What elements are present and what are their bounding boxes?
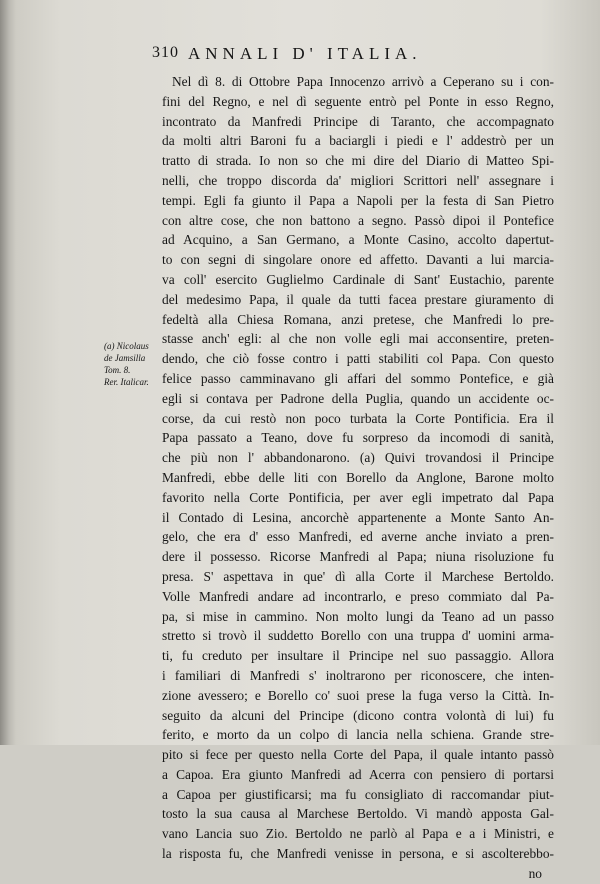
text-line: dere il possesso. Ricorse Manfredi al Papa; niuna risoluzione fu <box>162 549 554 565</box>
text-line: presa. S' aspettava in que' dì alla Corte il Marchese Bertoldo. <box>162 568 554 584</box>
marginal-citation-line: (a) Nicolaus <box>104 341 149 351</box>
text-line: tratto di strada. Io non so che mi dire del Diario di Matteo Spi- <box>162 153 554 169</box>
text-line: nelli, che troppo discorda da' migliori Scrittori nell' assegnare i <box>162 172 554 188</box>
text-line: fedeltà alla Chiesa Romana, anzi pretese, che Manfredi lo pre- <box>162 311 554 327</box>
body-text <box>162 72 554 884</box>
text-line: con altre cose, che non battono a segno. Passò dipoi il Pontefice <box>162 212 554 228</box>
text-line: incontrato da Manfredi Principe di Taranto, che accompagnato <box>162 113 554 129</box>
text-line: egli si contava per Padrone della Puglia, quando un accidente oc- <box>162 390 554 406</box>
text-line: la risposta fu, che Manfredi venisse in persona, e si ascolterebbo- <box>162 846 554 862</box>
running-title: ANNALI D' ITALIA. <box>188 44 422 63</box>
text-line: felice passo camminavano gli affari del sommo Pontefice, e già <box>162 370 554 386</box>
text-line: vano Lancia suo Zio. Bertoldo ne parlò al Papa e a i Ministri, e <box>162 826 554 842</box>
text-line: del medesimo Papa, il quale da tutti facea prestare giuramento di <box>162 291 554 307</box>
text-line: Nel dì 8. di Ottobre Papa Innocenzo arrivò a Ceperano su i con- <box>172 74 554 89</box>
text-line: il Contado di Lesina, ancorchè appartenente a Monte Santo An- <box>162 509 554 525</box>
text-line: favorito nella Corte Pontificia, per aver egli impetrato dal Papa <box>162 489 554 505</box>
text-line: ferito, e morto da un colpo di lancia nella schiena. Grande stre- <box>162 727 554 743</box>
marginal-citation <box>104 340 162 388</box>
text-line: pa, si mise in cammino. Non molto lungi da Teano ad un passo <box>162 608 554 624</box>
text-line: zione avessero; e Borello co' suoi prese la fuga verso la Città. In- <box>162 687 554 703</box>
page-number: 310 <box>152 44 179 61</box>
page-header <box>152 44 472 66</box>
text-line: tosto la sua causa al Marchese Bertoldo. Vi mandò apposta Gal- <box>162 806 554 822</box>
text-line: tempi. Egli fa giunto il Papa a Napoli per la festa di San Pietro <box>162 192 554 208</box>
text-line: che più non l' abbandonarono. (a) Quivi trovandosi il Principe <box>162 450 554 466</box>
text-line: seguito da alcuni del Principe (dicono contra volontà di lui) fu <box>162 707 554 723</box>
text-line: a Capoa. Era giunto Manfredi ad Acerra con pensiero di portarsi <box>162 766 554 782</box>
marginal-citation-line: Rer. Italicar. <box>104 377 149 387</box>
text-line: va coll' esercito Guglielmo Cardinale di Sant' Eustachio, parente <box>162 271 554 287</box>
text-line: Papa passato a Teano, dove fu sorpreso da incomodi di sanità, <box>162 430 554 446</box>
catchword: no <box>528 865 542 881</box>
text-line: a Capoa per giustificarsi; ma fu consigliato di raccomandar piut- <box>162 786 554 802</box>
text-line: ad Acquino, a San Germano, a Monte Casino, accolto dapertut- <box>162 232 554 248</box>
text-line: ti, fu creduto per insultare il Principe nel suo passaggio. Allora <box>162 648 554 664</box>
text-line: stasse anch' egli: al che non volle egli mai acconsentire, preten- <box>162 331 554 347</box>
page-gutter-shadow <box>0 0 16 745</box>
text-line: fini del Regno, e nel dì seguente entrò pel Ponte in esso Regno, <box>162 93 554 109</box>
text-line: corse, da cui restò non poco turbata la Corte Pontificia. Era il <box>162 410 554 426</box>
text-line: da molti altri Baroni fu a baciargli i piedi e l' addestrò per un <box>162 133 554 149</box>
text-line: i familiari di Manfredi s' inoltrarono per riconoscere, che inten- <box>162 667 554 683</box>
text-line: gelo, che era d' esso Manfredi, ed averne anche inviato a pren- <box>162 529 554 545</box>
text-line: Volle Manfredi andare ad incontrarlo, e preso commiato dal Pa- <box>162 588 554 604</box>
text-line: stretto si trovò il suddetto Borello con una truppa d' uomini arma- <box>162 628 554 644</box>
text-line: Manfredi, ebbe delle liti con Borello da Anglone, Barone molto <box>162 469 554 485</box>
text-line: dendo, che ciò fosse contro i patti stabiliti col Papa. Con questo <box>162 351 554 367</box>
marginal-citation-line: Tom. 8. <box>104 365 131 375</box>
text-line: pito si fece per questo nella Corte del Papa, il quale intanto passò <box>162 747 554 763</box>
marginal-citation-line: de Jamsilla <box>104 353 146 363</box>
text-line: to con segni di singolare onore ed affetto. Davanti a lui marcia- <box>162 252 554 268</box>
